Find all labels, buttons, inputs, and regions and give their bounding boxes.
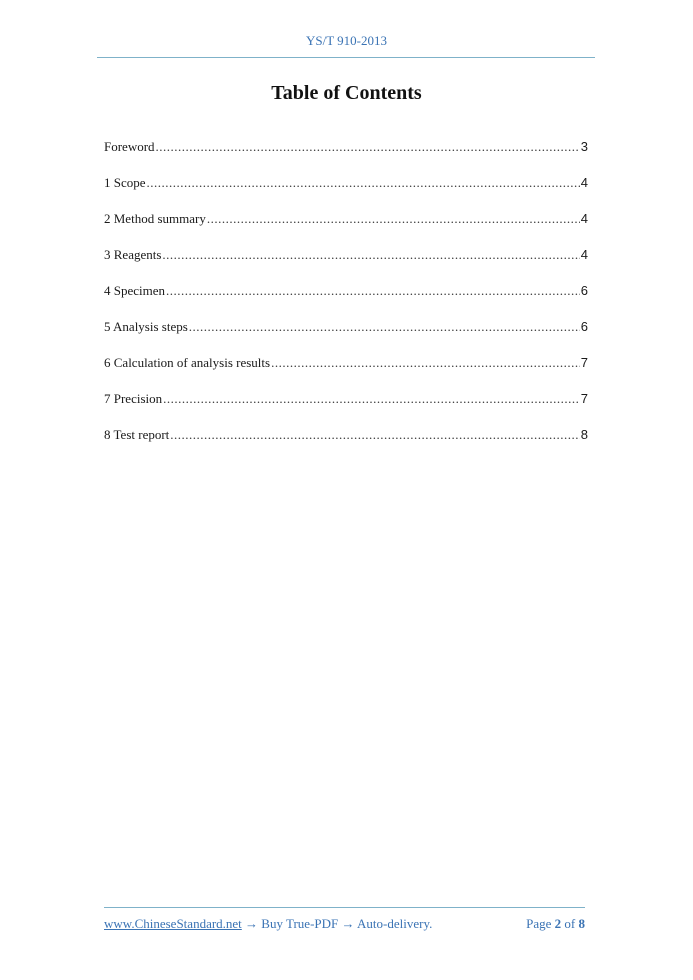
arrow-icon: →	[341, 916, 355, 931]
toc-dot-leader	[163, 389, 580, 409]
toc-entry-label: 2 Method summary	[104, 211, 206, 226]
site-link[interactable]: www.ChineseStandard.net	[104, 916, 242, 931]
toc-dot-leader	[162, 245, 579, 265]
toc-entry-page: 7	[580, 355, 588, 370]
toc-entry-label: 6 Calculation of analysis results	[104, 355, 271, 370]
toc-entry-label: 8 Test report	[104, 427, 170, 442]
footer-promo	[104, 916, 432, 932]
auto-delivery-text: Auto-delivery.	[357, 916, 433, 931]
toc-entry-page: 8	[580, 427, 588, 442]
toc-entry-page: 4	[580, 175, 588, 190]
toc-dot-leader	[170, 425, 579, 445]
toc-entry-label: 1 Scope	[104, 175, 146, 190]
buy-true-pdf-text: Buy True-PDF	[261, 916, 339, 931]
toc-entry-label: 3 Reagents	[104, 247, 162, 262]
toc-entry-scope[interactable]	[104, 173, 588, 209]
toc-entry-calculation[interactable]	[104, 353, 588, 389]
toc-dot-leader	[147, 173, 580, 193]
of-word: of	[564, 916, 576, 931]
toc-entry-label: 4 Specimen	[104, 283, 166, 298]
page-indicator	[526, 916, 585, 932]
toc-entry-specimen[interactable]	[104, 281, 588, 317]
toc-entry-test-report[interactable]	[104, 425, 588, 461]
toc-entry-method-summary[interactable]	[104, 209, 588, 245]
toc-dot-leader	[189, 317, 580, 337]
toc-dot-leader	[156, 137, 580, 157]
page-word: Page	[526, 916, 552, 931]
toc-entry-reagents[interactable]	[104, 245, 588, 281]
toc-dot-leader	[166, 281, 580, 301]
toc-entry-label: 7 Precision	[104, 391, 163, 406]
toc-dot-leader	[271, 353, 580, 373]
footer-divider	[104, 907, 585, 908]
toc-entry-foreword[interactable]	[104, 137, 588, 173]
arrow-icon: →	[245, 916, 259, 931]
toc-entry-page: 4	[580, 211, 588, 226]
total-pages-number: 8	[578, 916, 585, 931]
toc-dot-leader	[207, 209, 580, 229]
running-header: YS/T 910-2013	[305, 33, 387, 48]
toc-entry-page: 6	[580, 283, 588, 298]
current-page-number: 2	[554, 916, 562, 931]
toc-entry-label: 5 Analysis steps	[104, 319, 188, 334]
header-divider	[97, 57, 595, 58]
toc-entry-page: 7	[580, 391, 588, 406]
toc-entry-page: 3	[580, 139, 588, 154]
toc-entry-page: 6	[580, 319, 588, 334]
table-of-contents	[104, 137, 588, 461]
toc-entry-label: Foreword	[104, 139, 155, 154]
page-title: Table of Contents	[271, 82, 422, 104]
toc-entry-page: 4	[580, 247, 588, 262]
toc-entry-precision[interactable]	[104, 389, 588, 425]
toc-entry-analysis-steps[interactable]	[104, 317, 588, 353]
